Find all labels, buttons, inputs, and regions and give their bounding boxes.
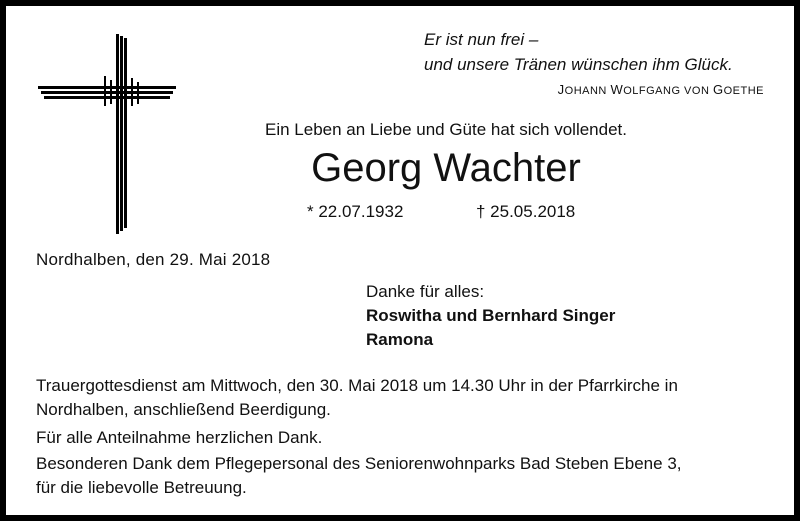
deceased-name: Georg Wachter (311, 146, 581, 190)
gratitude-line: Für alle Anteilnahme herzlichen Dank. (36, 428, 323, 447)
author-initial: J (557, 82, 565, 97)
quote-author (558, 82, 764, 97)
birth-date: * 22.07.1932 (307, 202, 404, 221)
author-text: OLFGANG VON (623, 85, 713, 97)
thanks-label: Danke für alles: (366, 282, 485, 301)
author-text: OHANN (564, 85, 611, 97)
author-initial: G (712, 82, 724, 97)
place-and-date: Nordhalben, den 29. Mai 2018 (36, 250, 271, 269)
death-date: † 25.05.2018 (476, 202, 576, 221)
family-names: Roswitha und Bernhard Singer (366, 306, 616, 325)
family-names: Ramona (366, 330, 434, 349)
author-initial: W (610, 82, 624, 97)
quote-line-1: Er ist nun frei – (424, 30, 539, 49)
author-text: OETHE (723, 85, 764, 97)
service-info-line: Trauergottesdienst am Mittwoch, den 30. Mai 2018 um 14.30 Uhr in der Pfarrkirche in (36, 376, 678, 395)
quote-line-2: und unsere Tränen wünschen ihm Glück. (424, 55, 733, 74)
service-info-line: Nordhalben, anschließend Beerdigung. (36, 400, 331, 419)
special-thanks-line: für die liebevolle Betreuung. (36, 478, 247, 497)
intro-line: Ein Leben an Liebe und Güte hat sich vollendet. (265, 120, 627, 139)
special-thanks-line: Besonderen Dank dem Pflegepersonal des Seniorenwohnparks Bad Steben Ebene 3, (36, 454, 682, 473)
